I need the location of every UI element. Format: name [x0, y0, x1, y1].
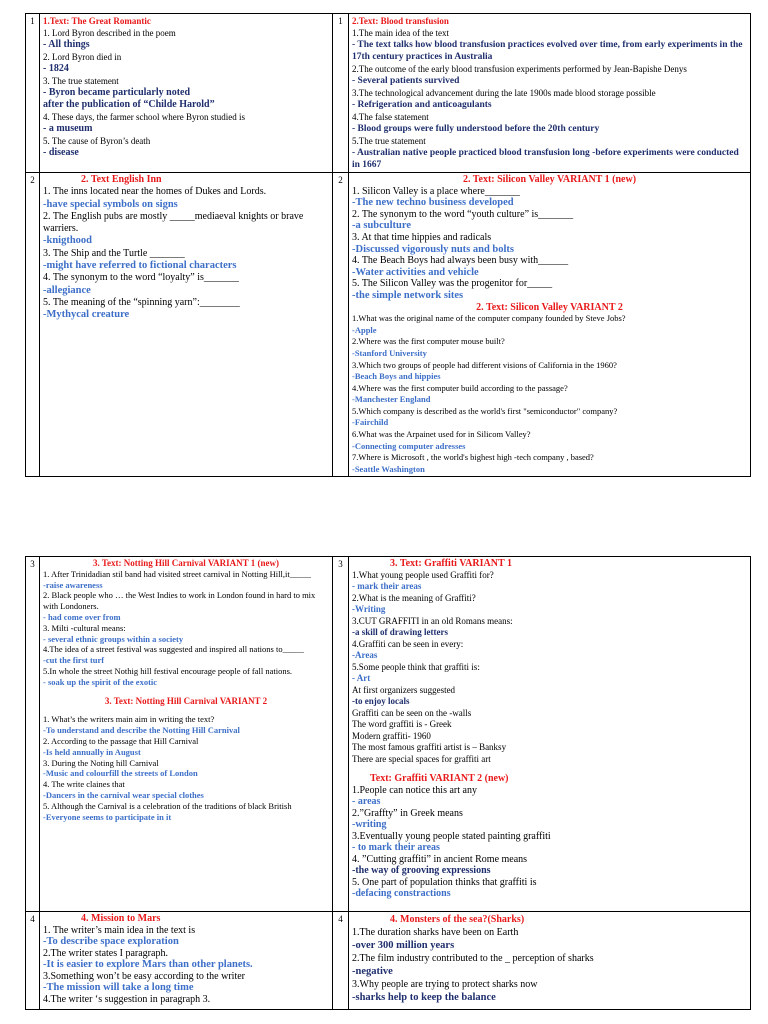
question-text: 3.The technological advancement during the late 1900s made blood storage possible — [352, 88, 656, 98]
question-text: 1. After Trinidadian stil band had visited street carnival in Notting Hill,it_____ — [43, 568, 311, 579]
table-row — [26, 912, 751, 1010]
answer-text: -have special symbols on signs — [43, 198, 178, 210]
text-cell — [40, 557, 333, 912]
question-text: 1.The main idea of the text — [352, 28, 449, 38]
question-text: The most famous graffiti artist is – Banksy — [352, 742, 507, 752]
answer-text: -over 300 million years — [352, 940, 455, 951]
question-text: 1.People can notice this art any — [352, 784, 477, 796]
answer-text: -Manchester England — [352, 394, 431, 405]
answer-text: -Beach Boys and hippies — [352, 371, 441, 382]
question-text: 5.Which company is described as the world's first "semiconductor" company? — [352, 405, 618, 416]
question-text: 4. The Beach Boys had always been busy with______ — [352, 255, 569, 267]
answer-text: -defacing constractions — [352, 888, 451, 899]
question-text: 3. During the Noting hill Carnival — [43, 757, 159, 768]
answer-text: -Discussed vigorously nuts and bolts — [352, 243, 515, 255]
answer-text: -the way of grooving expressions — [352, 865, 491, 876]
answer-text: -to enjoy locals — [352, 696, 410, 706]
answer-text: -cut the first turf — [43, 655, 105, 666]
answer-text: -negative — [352, 966, 393, 977]
answer-text: -The new techno business developed — [352, 197, 514, 209]
table-row — [26, 557, 751, 912]
question-text: 1. Silicon Valley is a place where_______ — [352, 185, 520, 197]
answer-text: - 1824 — [43, 63, 69, 74]
answer-text: -Music and colourfill the streets of London — [43, 768, 198, 779]
answer-text: -Mythycal creature — [43, 309, 130, 321]
question-text: 7.Where is Microsoft , the world's bighest high -tech company , based? — [352, 452, 594, 463]
answer-text: - mark their areas — [352, 581, 422, 591]
question-text: 1.What young people used Graffiti for? — [352, 569, 494, 580]
answer-text: -the simple network sites — [352, 289, 464, 301]
section-heading: 3. Text: Notting Hill Carnival VARIANT 2 — [104, 695, 268, 706]
row-number: 1 — [333, 14, 349, 173]
question-text: 2.What is the meaning of Graffiti? — [352, 592, 476, 603]
answer-text: -a subculture — [352, 220, 412, 232]
answer-text: - soak up the spirit of the exotic — [43, 676, 158, 687]
question-text: 4. The write claines that — [43, 779, 125, 790]
spacer — [43, 688, 329, 696]
answers-table-1 — [25, 13, 751, 477]
spacer — [352, 765, 747, 773]
answer-text: -Seattle Washington — [352, 463, 425, 474]
row-number: 4 — [26, 912, 40, 1010]
question-text: Graffiti can be seen on the -walls — [352, 707, 472, 718]
answer-text: - Art — [352, 673, 371, 683]
answer-text: - Several patients survived — [352, 76, 460, 86]
answer-text: - The text talks how blood transfusion practices evolved over time, from early experiments in the 17th century practices in Australia — [352, 40, 743, 62]
question-text: 5.The true statement — [352, 136, 426, 146]
answer-text: -Is held annually in August — [43, 746, 141, 757]
text-cell — [349, 14, 751, 173]
question-text: 5.In whole the street Nothig hill festival encourage people of fall nations. — [43, 665, 293, 676]
answer-text: -Stanford University — [352, 347, 427, 358]
answer-text: -Connecting computer adresses — [352, 440, 466, 451]
question-text: 5.Some people think that graffiti is: — [352, 661, 480, 672]
answer-text: - to mark their areas — [352, 842, 440, 853]
question-text: 3. At that time hippies and radicals — [352, 231, 492, 243]
row-number: 1 — [26, 14, 40, 173]
section-heading: Text: Graffiti VARIANT 2 (new) — [370, 773, 509, 784]
question-text: At first organizers suggested — [352, 684, 456, 695]
question-text: 4.The idea of a street festival was suggested and inspired all nations to_____ — [43, 644, 304, 655]
table-row — [26, 173, 751, 477]
question-text: 5. The Silicon Valley was the progenitor for_____ — [352, 278, 553, 290]
answer-text: - Refrigeration and anticoagulants — [352, 100, 492, 110]
text-cell — [40, 14, 333, 173]
question-text: 6.What was the Arpainet used for in Silicom Valley? — [352, 429, 531, 440]
question-text: 5. One part of population thinks that graffiti is — [352, 876, 537, 888]
question-text: 1.The duration sharks have been on Earth — [352, 927, 519, 938]
answer-text: -writing — [352, 819, 387, 830]
question-text: 2. The English pubs are mostly _____mediaeval knights or brave warriers. — [43, 210, 304, 235]
section-heading: 1.Text: The Great Romantic — [43, 16, 151, 26]
answer-text: -To describe space exploration — [43, 936, 179, 947]
question-text: 5. Although the Carnival is a celebration of the traditions of black British — [43, 800, 292, 811]
answer-text: -Water activities and vehicle — [352, 266, 479, 278]
question-text: 2.The writer states I paragraph. — [43, 947, 168, 959]
answer-text: -a skill of drawing letters — [352, 627, 448, 637]
text-cell — [40, 912, 333, 1010]
question-text: 2.The outcome of the early blood transfusion experiments performed by Jean-Bapishe Denys — [352, 64, 687, 74]
section-heading: 4. Mission to Mars — [81, 913, 161, 924]
question-text: 3.Eventually young people stated painting graffiti — [352, 830, 551, 842]
text-cell — [349, 912, 751, 1010]
answer-text: -knigthood — [43, 235, 93, 247]
answer-text: -allegiance — [43, 284, 91, 296]
answers-table-2 — [25, 556, 751, 1010]
question-text: The word graffiti is - Greek — [352, 719, 452, 729]
answer-text: -The mission will take a long time — [43, 982, 194, 993]
section-heading: 2.Text: Blood transfusion — [352, 16, 449, 26]
answer-text: - had come over from — [43, 611, 121, 622]
row-number: 2 — [333, 173, 349, 477]
answer-text: - areas — [352, 796, 381, 807]
question-text: 1. The writer’s main idea in the text is — [43, 924, 196, 936]
section-heading: 4. Monsters of the sea?(Sharks) — [390, 914, 525, 925]
question-text: Modern graffiti- 1960 — [352, 730, 431, 741]
question-text: 3.Why people are trying to protect sharks now — [352, 979, 538, 990]
answer-text: after the publication of “Childe Harold” — [43, 99, 215, 110]
text-cell — [349, 173, 751, 477]
answer-text: -Dancers in the carnival wear special clothes — [43, 789, 204, 800]
text-cell — [349, 557, 751, 912]
question-text: 2. Black people who … the West Indies to work in London found in hard to mix with Londoners. — [43, 590, 316, 612]
question-text: 4.The writer ‘s suggestion in paragraph 3. — [43, 993, 211, 1005]
question-text: 1. What’s the writers main aim in writing the text? — [43, 714, 215, 725]
row-number: 3 — [26, 557, 40, 912]
question-text: There are special spaces for graffiti art — [352, 753, 491, 764]
question-text: 4. ”Cutting graffiti” in ancient Rome means — [352, 853, 528, 865]
answer-text: -might have referred to fictional characters — [43, 260, 237, 272]
question-text: 3.Which two groups of people had different visions of California in the 1960? — [352, 359, 617, 370]
question-text: 4. These days, the farmer school where Byron studied is — [43, 112, 246, 122]
question-text: 4. The synonym to the word “loyalty” is_______ — [43, 272, 239, 284]
question-text: 3. The true statement — [43, 76, 119, 86]
section-heading: 3. Text: Graffiti VARIANT 1 — [390, 558, 512, 569]
table-row — [26, 14, 751, 173]
question-text: 4.The false statement — [352, 112, 429, 122]
answer-text: - several ethnic groups within a society — [43, 633, 184, 644]
question-text: 1. Lord Byron described in the poem — [43, 28, 176, 38]
question-text: 2. The synonym to the word “youth culture” is_______ — [352, 208, 574, 220]
question-text: 2. Lord Byron died in — [43, 52, 122, 62]
question-text: 4.Graffiti can be seen in every: — [352, 638, 464, 649]
answer-text: -Fairchild — [352, 417, 389, 428]
question-text: 5. The meaning of the “spinning yarn”:________ — [43, 296, 240, 308]
answer-text: -It is easier to explore Mars than other planets. — [43, 959, 253, 970]
row-number: 2 — [26, 173, 40, 477]
question-text: 3. Milti -cultural means: — [43, 622, 126, 633]
text-cell — [40, 173, 333, 477]
question-text: 3.CUT GRAFFITI in an old Romans means: — [352, 615, 513, 626]
question-text: 5. The cause of Byron’s death — [43, 136, 151, 146]
question-text: 1.What was the original name of the computer company founded by Steve Jobs? — [352, 313, 626, 324]
answer-text: - All things — [43, 39, 90, 50]
question-text: 2.”Graffty” in Greek means — [352, 807, 463, 819]
answer-text: -Areas — [352, 650, 378, 660]
section-heading: 2. Text: Silicon Valley VARIANT 1 (new) — [462, 174, 637, 185]
answer-text: - Australian native people practiced blood transfusion long -before experiments were conducted in 1667 — [352, 148, 739, 170]
question-text: 2.Where was the first computer mouse built? — [352, 336, 505, 347]
answer-text: -sharks help to keep the balance — [352, 992, 496, 1003]
question-text: 1. The inns located near the homes of Dukes and Lords. — [43, 186, 267, 198]
question-text: 3. The Ship and the Turtle _______ — [43, 247, 185, 259]
answer-text: -Everyone seems to participate in it — [43, 811, 172, 822]
row-number: 4 — [333, 912, 349, 1010]
row-number: 3 — [333, 557, 349, 912]
question-text: 4.Where was the first computer build according to the passage? — [352, 382, 568, 393]
question-text: 2. According to the passage that Hill Carnival — [43, 735, 199, 746]
answer-text: - Blood groups were fully understood before the 20th century — [352, 124, 600, 134]
answer-text: - a museum — [43, 123, 93, 134]
answer-text: - disease — [43, 147, 79, 158]
answer-text: - Byron became particularly noted — [43, 87, 191, 98]
section-heading: 3. Text: Notting Hill Carnival VARIANT 1 (new) — [92, 558, 280, 568]
section-heading: 2. Text: Silicon Valley VARIANT 2 — [476, 301, 623, 313]
answer-text: -Apple — [352, 324, 377, 335]
answer-text: -raise awareness — [43, 579, 103, 590]
answer-text: -Writing — [352, 604, 386, 614]
section-heading: 2. Text English Inn — [81, 174, 162, 185]
question-text: 2.The film industry contributed to the _ perception of sharks — [352, 953, 594, 964]
answer-text: -To understand and describe the Notting Hill Carnival — [43, 725, 240, 736]
question-text: 3.Something won’t be easy according to the writer — [43, 970, 245, 982]
spacer — [43, 706, 329, 714]
